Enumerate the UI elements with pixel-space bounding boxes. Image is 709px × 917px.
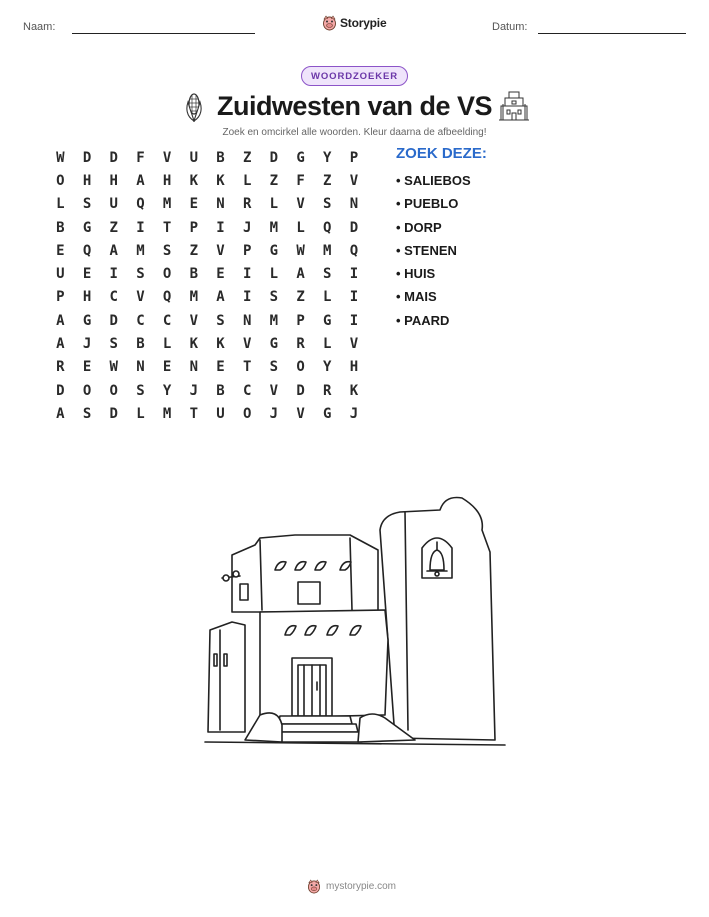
grid-letter[interactable]: K	[189, 172, 198, 189]
brand-logo	[322, 12, 386, 34]
grid-letter[interactable]: H	[162, 172, 172, 189]
grid-letter[interactable]: S	[269, 289, 279, 306]
grid-letter[interactable]: V	[269, 382, 279, 399]
grid-letter[interactable]: E	[82, 359, 92, 376]
grid-letter[interactable]: Y	[162, 382, 172, 399]
grid-letter[interactable]: S	[82, 196, 92, 213]
grid-letter[interactable]: U	[56, 266, 65, 283]
grid-letter[interactable]: C	[242, 382, 252, 399]
grid-letter[interactable]: Q	[323, 219, 332, 236]
grid-letter[interactable]: G	[82, 312, 92, 329]
grid-letter[interactable]: S	[82, 405, 92, 422]
grid-letter[interactable]: L	[323, 289, 332, 306]
grid-letter[interactable]: P	[189, 219, 198, 236]
grid-letter[interactable]: W	[56, 149, 65, 166]
grid-letter[interactable]: B	[189, 266, 198, 283]
grid-letter[interactable]: W	[296, 242, 305, 259]
grid-letter[interactable]: Q	[136, 196, 145, 213]
grid-letter[interactable]: A	[136, 172, 145, 189]
grid-letter[interactable]: L	[162, 336, 172, 353]
grid-letter[interactable]: Y	[323, 359, 332, 376]
name-label: Naam:	[23, 21, 56, 33]
grid-letter[interactable]: G	[323, 405, 332, 422]
grid-letter[interactable]: T	[162, 219, 172, 236]
grid-letter[interactable]: D	[109, 405, 118, 422]
grid-letter[interactable]: L	[269, 196, 279, 213]
page-title: Zuidwesten van de VS	[216, 91, 493, 121]
grid-letter[interactable]: H	[82, 289, 92, 306]
grid-letter[interactable]: S	[323, 196, 332, 213]
grid-letter[interactable]: K	[349, 382, 359, 399]
grid-letter[interactable]: I	[242, 289, 252, 306]
grid-letter[interactable]: K	[216, 336, 225, 353]
grid-letter[interactable]: E	[56, 242, 65, 259]
grid-letter[interactable]: F	[136, 149, 145, 166]
word-list-title: ZOEK DEZE:	[396, 145, 487, 162]
grid-letter[interactable]: L	[56, 196, 65, 213]
grid-letter[interactable]: Z	[189, 242, 198, 259]
grid-letter[interactable]: I	[136, 219, 145, 236]
grid-letter[interactable]: U	[109, 196, 118, 213]
grid-letter[interactable]: I	[349, 289, 359, 306]
grid-letter[interactable]: T	[189, 405, 198, 422]
grid-letter[interactable]: D	[82, 149, 92, 166]
grid-letter[interactable]: J	[242, 219, 252, 236]
grid-letter[interactable]: D	[269, 149, 279, 166]
grid-letter[interactable]: L	[323, 336, 332, 353]
grid-letter[interactable]: B	[136, 336, 145, 353]
grid-letter[interactable]: A	[56, 336, 65, 353]
grid-letter[interactable]: Q	[162, 289, 172, 306]
grid-letter[interactable]: M	[162, 196, 172, 213]
mission-church-drawing	[200, 490, 510, 755]
grid-letter[interactable]: Z	[269, 172, 279, 189]
grid-letter[interactable]: I	[242, 266, 252, 283]
grid-letter[interactable]: O	[82, 382, 92, 399]
grid-letter[interactable]: V	[349, 336, 359, 353]
name-line[interactable]	[72, 33, 255, 34]
grid-letter[interactable]: S	[216, 312, 225, 329]
grid-letter[interactable]: V	[296, 405, 305, 422]
grid-letter[interactable]: Z	[296, 289, 305, 306]
grid-letter[interactable]: E	[82, 266, 92, 283]
grid-letter[interactable]: S	[323, 266, 332, 283]
grid-letter[interactable]: I	[216, 219, 225, 236]
grid-letter[interactable]: J	[269, 405, 279, 422]
word-list-item: • PAARD	[396, 312, 450, 328]
grid-letter[interactable]: C	[162, 312, 172, 329]
instructions: Zoek en omcirkel alle woorden. Kleur daarna de afbeelding!	[222, 127, 487, 138]
grid-letter[interactable]: G	[296, 149, 305, 166]
grid-letter[interactable]: E	[216, 359, 225, 376]
grid-letter[interactable]: N	[349, 196, 359, 213]
grid-letter[interactable]: H	[349, 359, 359, 376]
grid-letter[interactable]: R	[323, 382, 332, 399]
grid-letter[interactable]: L	[269, 266, 279, 283]
grid-letter[interactable]: A	[56, 405, 65, 422]
grid-letter[interactable]: P	[296, 312, 305, 329]
grid-letter[interactable]: H	[109, 172, 118, 189]
grid-letter[interactable]: V	[216, 242, 225, 259]
grid-letter[interactable]: M	[162, 405, 172, 422]
word-list-item: • MAIS	[396, 289, 437, 305]
grid-letter[interactable]: A	[109, 242, 118, 259]
grid-letter[interactable]: P	[56, 289, 65, 306]
pueblo-village-icon	[499, 90, 529, 122]
grid-letter[interactable]: E	[216, 266, 225, 283]
grid-letter[interactable]: N	[242, 312, 252, 329]
grid-letter[interactable]: O	[109, 382, 118, 399]
pig-mascot-icon	[307, 879, 321, 894]
grid-letter[interactable]: I	[349, 266, 359, 283]
word-search-grid[interactable]	[47, 146, 367, 426]
grid-letter[interactable]: V	[162, 149, 172, 166]
grid-letter[interactable]: S	[109, 336, 118, 353]
grid-letter[interactable]: S	[136, 382, 145, 399]
footer-url[interactable]: mystorypie.com	[326, 881, 397, 892]
grid-letter[interactable]: V	[349, 172, 359, 189]
grid-letter[interactable]: M	[269, 312, 279, 329]
grid-letter[interactable]: A	[216, 289, 225, 306]
word-list-item: • SALIEBOS	[396, 173, 471, 188]
grid-letter[interactable]: O	[242, 405, 252, 422]
grid-letter[interactable]: B	[56, 219, 65, 236]
grid-letter[interactable]: M	[189, 289, 198, 306]
grid-letter[interactable]: J	[349, 405, 359, 422]
grid-letter[interactable]: I	[349, 312, 359, 329]
grid-letter[interactable]: H	[82, 172, 92, 189]
grid-letter[interactable]: G	[323, 312, 332, 329]
grid-letter[interactable]: D	[56, 382, 65, 399]
grid-letter[interactable]: D	[109, 149, 118, 166]
grid-letter[interactable]: G	[269, 242, 279, 259]
date-label: Datum:	[492, 21, 528, 33]
grid-letter[interactable]: L	[296, 219, 305, 236]
grid-letter[interactable]: S	[269, 359, 279, 376]
word-list-item: • HUIS	[396, 266, 436, 282]
grid-letter[interactable]: K	[216, 172, 225, 189]
grid-letter[interactable]: C	[109, 289, 118, 306]
grid-letter[interactable]: P	[242, 242, 252, 259]
word-list-item: • DORP	[396, 219, 442, 235]
grid-letter[interactable]: S	[136, 266, 145, 283]
pig-mascot-icon	[322, 15, 337, 31]
grid-letter[interactable]: J	[82, 336, 92, 353]
grid-letter[interactable]: T	[242, 359, 252, 376]
date-line[interactable]	[538, 33, 686, 34]
worksheet-type-badge: WOORDZOEKER	[301, 66, 408, 86]
grid-letter[interactable]: D	[296, 382, 305, 399]
grid-letter[interactable]: J	[189, 382, 198, 399]
grid-letter[interactable]: N	[189, 359, 198, 376]
grid-letter[interactable]: N	[216, 196, 225, 213]
grid-letter[interactable]: V	[136, 289, 145, 306]
grid-letter[interactable]: U	[216, 405, 225, 422]
grid-letter[interactable]: G	[269, 336, 279, 353]
brand-name: Storypie	[340, 16, 387, 30]
grid-letter[interactable]: O	[296, 359, 305, 376]
grid-letter[interactable]: L	[242, 172, 252, 189]
grid-letter[interactable]: M	[323, 242, 332, 259]
grid-letter[interactable]: M	[269, 219, 279, 236]
grid-letter[interactable]: N	[136, 359, 145, 376]
grid-letter[interactable]: I	[109, 266, 118, 283]
footer	[307, 879, 396, 894]
grid-letter[interactable]: S	[162, 242, 172, 259]
grid-letter[interactable]: U	[189, 149, 198, 166]
grid-letter[interactable]: A	[296, 266, 305, 283]
grid-letter[interactable]: R	[56, 359, 65, 376]
grid-letter[interactable]: Y	[323, 149, 332, 166]
word-list-item: • PUEBLO	[396, 196, 459, 212]
grid-letter[interactable]: K	[189, 336, 198, 353]
grid-letter[interactable]: Q	[82, 242, 92, 259]
word-list-item: • STENEN	[396, 242, 457, 258]
grid-letter[interactable]: E	[162, 359, 172, 376]
grid-letter[interactable]: V	[296, 196, 305, 213]
grid-letter[interactable]: P	[349, 149, 359, 166]
grid-letter[interactable]: A	[56, 312, 65, 329]
grid-letter[interactable]: B	[216, 149, 225, 166]
grid-letter[interactable]: B	[216, 382, 225, 399]
grid-letter[interactable]: R	[296, 336, 305, 353]
grid-letter[interactable]: Z	[323, 172, 332, 189]
grid-letter[interactable]: W	[109, 359, 118, 376]
grid-letter[interactable]: O	[162, 266, 172, 283]
grid-letter[interactable]: Z	[109, 219, 118, 236]
grid-letter[interactable]: E	[189, 196, 198, 213]
grid-letter[interactable]: Z	[242, 149, 252, 166]
grid-letter[interactable]: M	[136, 242, 145, 259]
grid-letter[interactable]: O	[56, 172, 65, 189]
grid-letter[interactable]: G	[82, 219, 92, 236]
grid-letter[interactable]: D	[109, 312, 118, 329]
grid-letter[interactable]: Q	[349, 242, 359, 259]
grid-letter[interactable]: V	[189, 312, 198, 329]
grid-letter[interactable]: C	[136, 312, 145, 329]
grid-letter[interactable]: V	[242, 336, 252, 353]
grid-letter[interactable]: R	[242, 196, 252, 213]
grid-letter[interactable]: F	[296, 172, 305, 189]
grid-letter[interactable]: D	[349, 219, 359, 236]
grid-letter[interactable]: L	[136, 405, 145, 422]
word-list	[396, 172, 471, 335]
